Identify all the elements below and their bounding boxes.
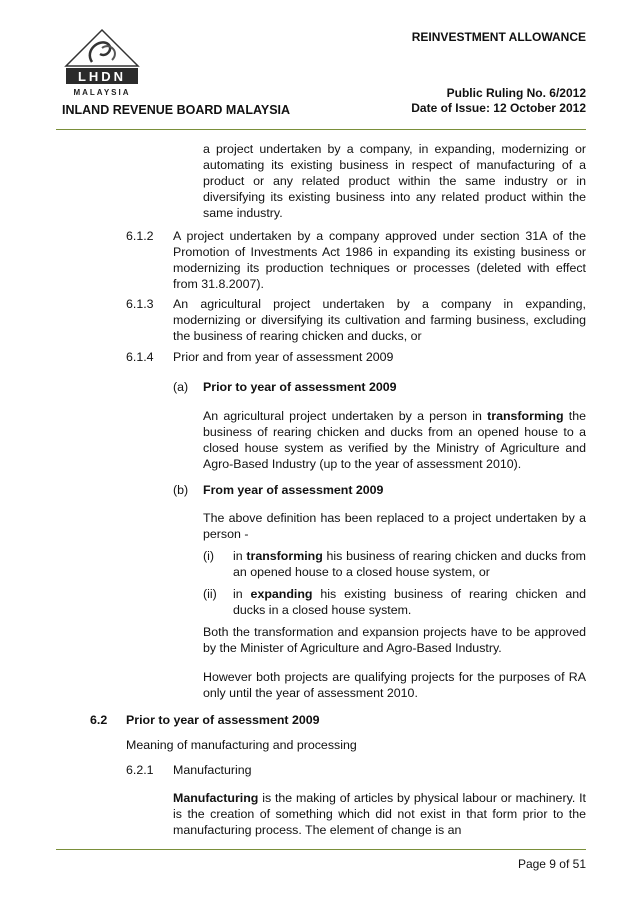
section-number: 6.2: [90, 713, 108, 727]
issue-date: Date of Issue: 12 October 2012: [411, 101, 586, 115]
section-heading: Prior to year of assessment 2009: [126, 713, 320, 727]
logo-subtext: MALAYSIA: [73, 88, 131, 97]
item-paragraph: An agricultural project undertaken by a person in transforming the business of rearing chicken and ducks from an opened house to a closed house system as verified by the Ministry of Agriculture and Agro-Based Industry (up to the year of assessment 2010).: [203, 409, 586, 471]
item-paragraph: The above definition has been replaced to a project undertaken by a person -: [203, 511, 586, 541]
sub-item-text: in transforming his business of rearing chicken and ducks from an opened house to a closed house system, or: [233, 549, 586, 579]
organization-name: INLAND REVENUE BOARD MALAYSIA: [62, 103, 291, 117]
section-title: REINVESTMENT ALLOWANCE: [411, 30, 586, 44]
item-paragraph: Both the transformation and expansion projects have to be approved by the Minister of Agriculture and Agro-Based Industry.: [203, 625, 586, 655]
intro-paragraph: a project undertaken by a company, in expanding, modernizing or automating its existing business in respect of manufacturing of a product or any related product within the same industry or in diversifying its existing business into any related product within the same industry.: [203, 142, 586, 220]
header-divider: [56, 129, 586, 130]
clause-text: An agricultural project undertaken by a company in expanding, modernizing or diversifying its cultivation and farming business, excluding the business of rearing chicken and ducks, or: [173, 297, 586, 343]
section-subtitle: Meaning of manufacturing and processing: [126, 738, 357, 752]
clause-text: Prior and from year of assessment 2009: [173, 350, 394, 364]
clause-number: 6.2.1: [126, 763, 154, 777]
sub-item-label: (i): [203, 549, 215, 563]
subheading: From year of assessment 2009: [203, 483, 384, 497]
clause-number: 6.1.3: [126, 297, 154, 311]
footer-divider: [56, 849, 586, 850]
page-number: Page 9 of 51: [517, 857, 586, 871]
clause-text: A project undertaken by a company approved under section 31A of the Promotion of Investments Act 1986 in expanding its existing business or modernizing its production techniques or processes (deleted with effect from 31.8.2007).: [173, 229, 586, 291]
sub-item-text: in expanding his existing business of rearing chicken and ducks in a closed house system.: [233, 587, 587, 617]
subheading: Prior to year of assessment 2009: [203, 380, 397, 394]
lhdn-logo: [62, 28, 142, 100]
item-label: (a): [173, 380, 189, 394]
item-label: (b): [173, 483, 189, 497]
definition-paragraph: Manufacturing is the making of articles by physical labour or machinery. It is the creation of something which did not exist in that form prior to the manufacturing process. The element of change is an: [173, 791, 586, 837]
ruling-number: Public Ruling No. 6/2012: [446, 86, 586, 100]
clause-text: Manufacturing: [173, 763, 252, 777]
item-paragraph: However both projects are qualifying projects for the purposes of RA only until the year of assessment 2010.: [203, 670, 586, 700]
sub-item-label: (ii): [203, 587, 217, 601]
clause-number: 6.1.4: [126, 350, 154, 364]
logo-text: LHDN: [77, 69, 127, 84]
clause-number: 6.1.2: [126, 229, 154, 243]
